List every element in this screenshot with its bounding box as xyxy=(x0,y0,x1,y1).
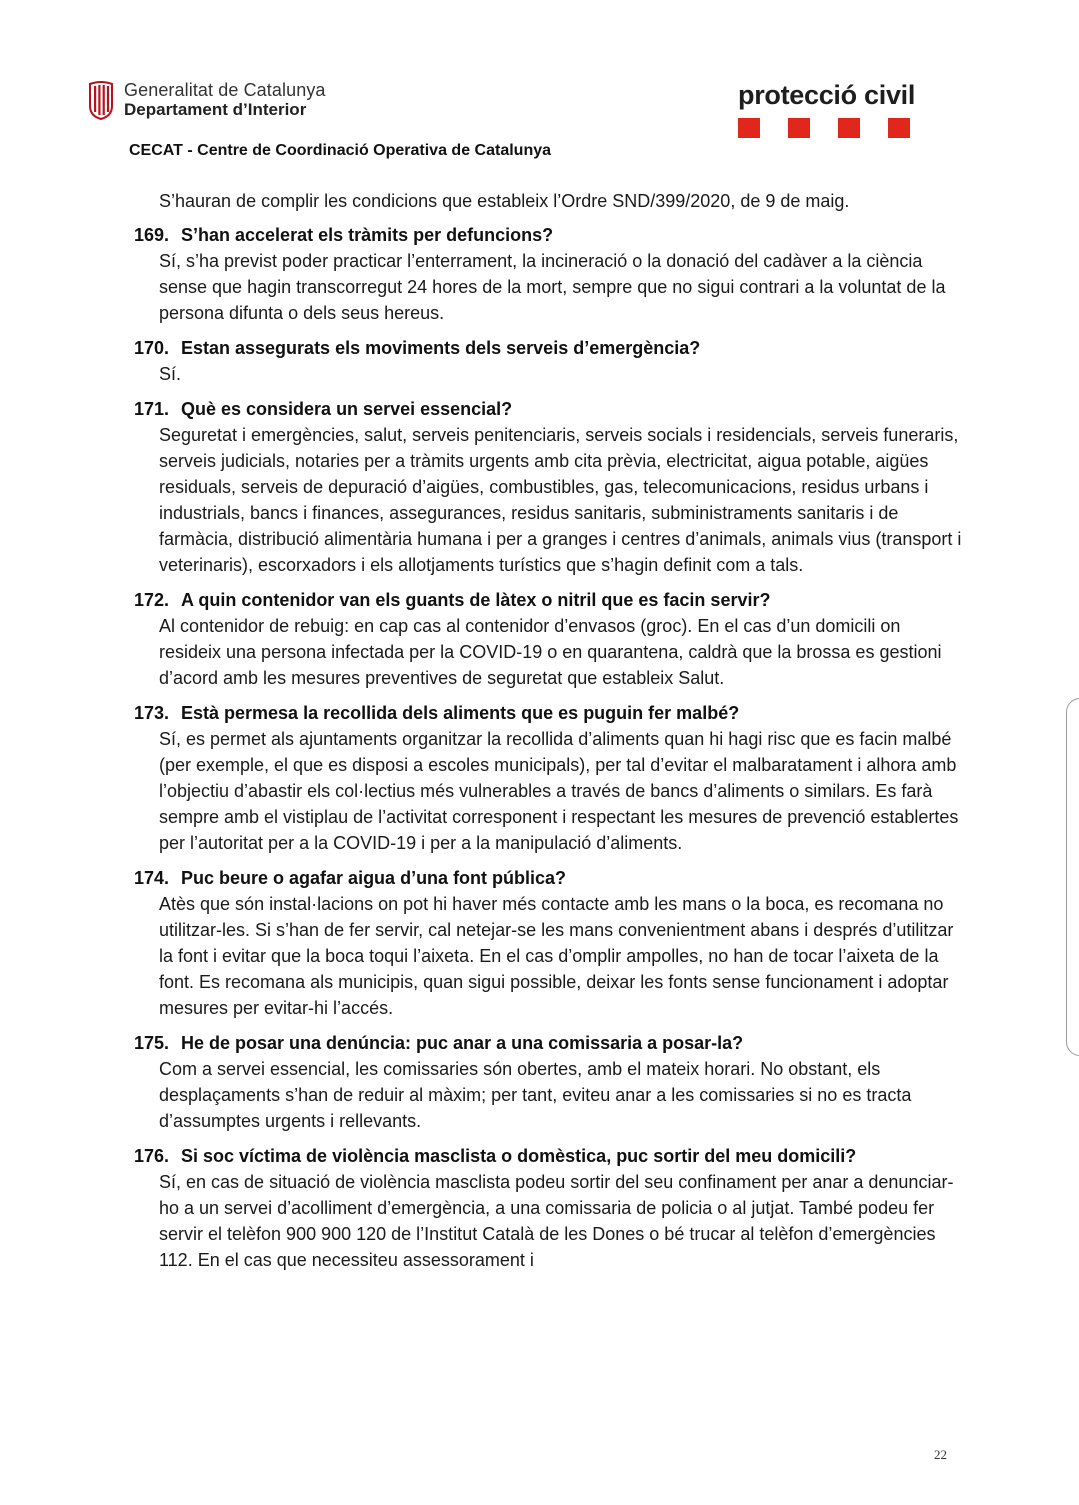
faq-answer: Al contenidor de rebuig: en cap cas al contenidor d’envasos (groc). En el cas d’un domicili on resideix una persona infectada per la COVID-19 o en quarantena, caldrà que la brossa es gestioni d’acord amb les mesures preventives de seguretat que estableix Salut. xyxy=(159,616,942,688)
faq-question xyxy=(134,1030,964,1056)
question-text: Puc beure o agafar aigua d’una font pública? xyxy=(181,868,567,888)
faq-question xyxy=(134,396,964,422)
faq-answer: Sí, es permet als ajuntaments organitzar la recollida d’aliments quan hi hagi risc que es facin malbé (per exemple, el que es disposi a escoles municipals), per tal d’evitar el malbaratament i alhora amb l’objectiu d’abastir els col·lectius més vulnerables a través de bancs d’aliments o similars. Es farà sempre amb el vistiplau de l’activitat corresponent i respectant les mesures de prevenció establertes per l’autoritat per a la COVID-19 i per a la manipulació d’aliments. xyxy=(159,729,959,853)
faq-item xyxy=(134,222,964,326)
faq-question xyxy=(134,1143,964,1169)
question-text: Està permesa la recollida dels aliments que es puguin fer malbé? xyxy=(181,703,740,723)
red-square xyxy=(838,118,860,138)
faq-answer: Seguretat i emergències, salut, serveis penitenciaris, serveis socials i residencials, serveis funeraris, serveis judicials, notaries per a tràmits urgents amb cita prèvia, electricitat, aigua potable, aigües residuals, serveis de depuració d’aigües, combustibles, gas, telecomunicacions, residus urbans i industrials, bancs i finances, assegurances, residus sanitaris, subministraments sanitaris i de farmàcia, distribució alimentària humana i per a granges i centres d’animals, animals vius (transport i veterinaris), escorxadors i els allotjaments turístics que s’hagin definit com a tals. xyxy=(159,425,962,575)
question-text: S’han accelerat els tràmits per defuncions? xyxy=(181,225,554,245)
side-panel-handle[interactable] xyxy=(1066,698,1079,1056)
question-number: 173. xyxy=(134,703,170,723)
department-name: Departament d’Interior xyxy=(124,100,307,119)
faq-question xyxy=(134,335,964,361)
question-text: Què es considera un servei essencial? xyxy=(181,399,513,419)
page-number: 22 xyxy=(934,1447,947,1462)
question-number: 175. xyxy=(134,1033,170,1053)
faq-question xyxy=(134,587,964,613)
question-number: 174. xyxy=(134,868,170,888)
question-text: Si soc víctima de violència masclista o domèstica, puc sortir del meu domicili? xyxy=(181,1146,857,1166)
question-number: 172. xyxy=(134,590,170,610)
proteccio-civil-title: protecció civil xyxy=(738,80,916,110)
faq-question xyxy=(134,865,964,891)
question-text: A quin contenidor van els guants de làtex o nitril que es facin servir? xyxy=(181,590,771,610)
faq-answer: Sí, s’ha previst poder practicar l’enterrament, la incineració o la donació del cadàver a la ciència sense que hagin transcorregut 24 hores de la mort, sempre que no sigui contrari a la voluntat de la persona difunta o dels seus hereus. xyxy=(159,251,946,323)
faq-answer: Sí, en cas de situació de violència masclista podeu sortir del seu confinament per anar a denunciar-ho a un servei d’acolliment d’emergència, a una comissaria de policia o al jutjat. També podeu fer servir el telèfon 900 900 120 de l’Institut Català de les Dones o bé trucar al telèfon d’emergències 112. En el cas que necessiteu assessorament i xyxy=(159,1172,954,1270)
faq-item xyxy=(134,335,964,387)
question-number: 171. xyxy=(134,399,170,419)
red-square xyxy=(888,118,910,138)
faq-item xyxy=(134,1143,964,1273)
question-text: He de posar una denúncia: puc anar a una comissaria a posar-la? xyxy=(181,1033,744,1053)
faq-answer: Sí. xyxy=(159,364,182,384)
question-number: 170. xyxy=(134,338,170,358)
faq-question xyxy=(134,222,964,248)
brand-squares xyxy=(738,118,938,138)
faq-item xyxy=(134,700,964,856)
cecat-title: CECAT - Centre de Coordinació Operativa de Catalunya xyxy=(129,142,552,159)
faq-content xyxy=(134,188,964,1282)
red-square xyxy=(788,118,810,138)
faq-item xyxy=(134,1030,964,1134)
faq-item xyxy=(134,865,964,1021)
question-number: 176. xyxy=(134,1146,170,1166)
faq-item xyxy=(134,396,964,578)
gencat-coat-of-arms-icon xyxy=(88,80,114,120)
gencat-header xyxy=(88,80,326,120)
faq-question xyxy=(134,700,964,726)
red-square xyxy=(738,118,760,138)
gencat-name: Generalitat de Catalunya xyxy=(124,80,326,100)
proteccio-civil-logo xyxy=(738,80,938,138)
faq-item xyxy=(134,587,964,691)
faq-answer: Com a servei essencial, les comissaries són obertes, amb el mateix horari. No obstant, els desplaçaments s’han de reduir al màxim; per tant, eviteu anar a les comissaries si no es tracta d’assumptes urgents i rellevants. xyxy=(159,1059,912,1131)
question-text: Estan assegurats els moviments dels serveis d’emergència? xyxy=(181,338,701,358)
question-number: 169. xyxy=(134,225,170,245)
faq-answer: Atès que són instal·lacions on pot hi haver més contacte amb les mans o la boca, es recomana no utilitzar-les. Si s’han de fer servir, cal netejar-se les mans convenientment abans i després d’utilitzar la font i evitar que la boca toqui l’aixeta. En el cas d’omplir ampolles, no han de tocar l’aixeta de la font. Es recomana als municipis, quan sigui possible, deixar les fonts sense funcionament i adoptar mesures per evitar-hi l’accés. xyxy=(159,894,954,1018)
intro-paragraph: S’hauran de complir les condicions que estableix l’Ordre SND/399/2020, de 9 de maig. xyxy=(159,191,850,211)
